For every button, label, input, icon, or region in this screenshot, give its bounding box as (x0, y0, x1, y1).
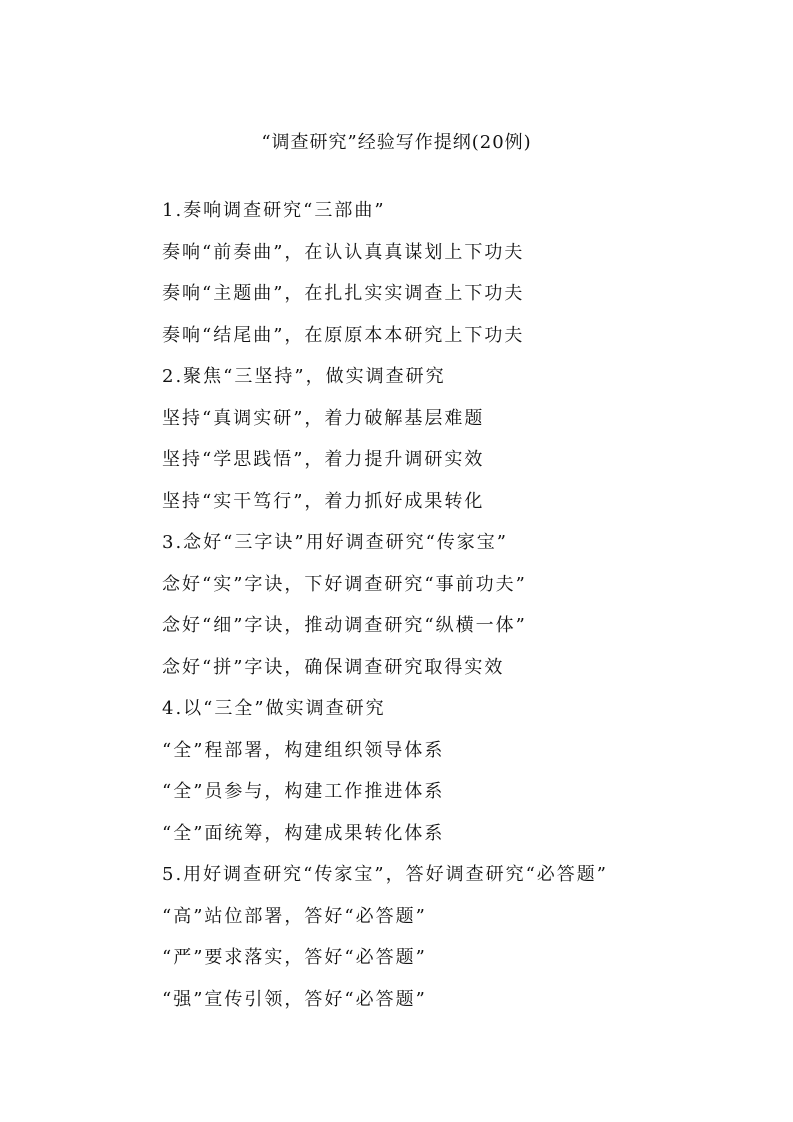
outline-item: 念好“细”字诀，推动调查研究“纵横一体” (162, 615, 527, 636)
outline-item: “全”员参与，构建工作推进体系 (162, 781, 445, 802)
outline-item: 念好“拼”字诀，确保调查研究取得实效 (162, 656, 505, 678)
outline-list (162, 196, 762, 1026)
outline-heading-2: 2.聚焦“三坚持”，做实调查研究 (162, 366, 446, 387)
outline-item: “严”要求落实，答好“必答题” (162, 947, 427, 968)
outline-item: “强”宣传引领，答好“必答题” (162, 988, 427, 1010)
outline-heading-4: 4.以“三全”做实调查研究 (162, 698, 386, 719)
outline-item: 坚持“学思践悟”，着力提升调研实效 (162, 449, 485, 470)
outline-heading-5: 5.用好调查研究“传家宝”，答好调查研究“必答题” (162, 864, 608, 885)
outline-item: 奏响“结尾曲”，在原原本本研究上下功夫 (162, 324, 525, 346)
outline-item: 坚持“实干笃行”，着力抓好成果转化 (162, 490, 485, 512)
outline-item: 奏响“主题曲”，在扎扎实实调查上下功夫 (162, 283, 525, 304)
outline-item: 坚持“真调实研”，着力破解基层难题 (162, 407, 485, 429)
outline-heading-1: 1.奏响调查研究“三部曲” (162, 200, 386, 221)
outline-item: “高”站位部署，答好“必答题” (162, 905, 427, 927)
document-title: “调查研究”经验写作提纲(20例) (261, 132, 532, 153)
outline-item: 念好“实”字诀，下好调查研究“事前功夫” (162, 573, 527, 595)
outline-heading-3: 3.念好“三字诀”用好调查研究“传家宝” (162, 532, 508, 553)
outline-item: “全”面统筹，构建成果转化体系 (162, 822, 445, 844)
outline-item: 奏响“前奏曲”，在认认真真谋划上下功夫 (162, 241, 525, 263)
outline-item: “全”程部署，构建组织领导体系 (162, 739, 445, 761)
